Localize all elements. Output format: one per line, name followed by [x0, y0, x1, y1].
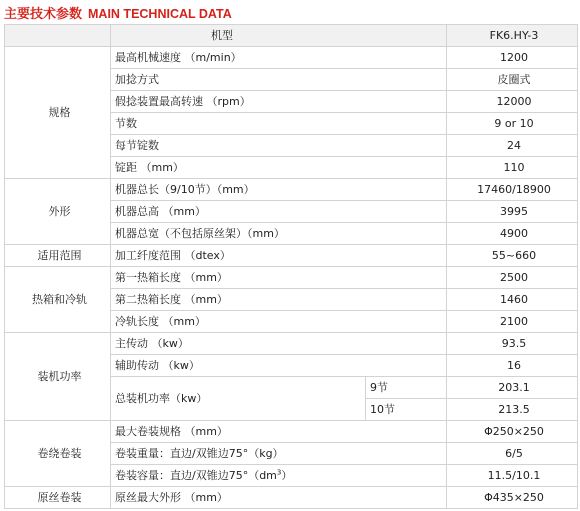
value-cell: 4900: [447, 223, 578, 245]
param-cell: [111, 465, 447, 487]
value-cell: 17460/18900: [447, 179, 578, 201]
header-model-label: 机型: [111, 25, 447, 47]
value-cell: 1460: [447, 289, 578, 311]
value-cell: 213.5: [447, 399, 578, 421]
param-cell: 第二热箱长度 （mm）: [111, 289, 447, 311]
param-cell: 机器总高 （mm）: [111, 201, 447, 223]
param-cell: 加工纤度范围 （dtex）: [111, 245, 447, 267]
value-cell: 55~660: [447, 245, 578, 267]
param-cell: 总装机功率（kw）: [111, 377, 366, 421]
param-cell: 机器总长（9/10节）（mm）: [111, 179, 447, 201]
table-row: [5, 245, 578, 267]
param-cell: 机器总宽（不包括原丝架）（mm）: [111, 223, 447, 245]
category-cell: 原丝卷装: [5, 487, 111, 509]
value-cell: 11.5/10.1: [447, 465, 578, 487]
param-tail: ）: [281, 469, 293, 482]
category-cell: 外形: [5, 179, 111, 245]
sub-label-cell: 10节: [366, 399, 447, 421]
table-row: [5, 179, 578, 201]
category-cell: 规格: [5, 47, 111, 179]
table-row: [5, 333, 578, 355]
category-cell: 适用范围: [5, 245, 111, 267]
table-row: [5, 487, 578, 509]
value-cell: 16: [447, 355, 578, 377]
param-cell: 主传动 （kw）: [111, 333, 447, 355]
category-cell: 装机功率: [5, 333, 111, 421]
category-cell: 卷绕卷装: [5, 421, 111, 487]
value-cell: Φ250×250: [447, 421, 578, 443]
heading-en: MAIN TECHNICAL DATA: [88, 7, 232, 21]
table-row: [5, 47, 578, 69]
param-cell: 每节锭数: [111, 135, 447, 157]
param-cell: 锭距 （mm）: [111, 157, 447, 179]
value-cell: 24: [447, 135, 578, 157]
param-cell: 最大卷装规格 （mm）: [111, 421, 447, 443]
value-cell: 9 or 10: [447, 113, 578, 135]
param-cell: 辅助传动 （kw）: [111, 355, 447, 377]
value-cell: 3995: [447, 201, 578, 223]
param-cell: 卷装重量：直边/双锥边75°（kg）: [111, 443, 447, 465]
value-cell: Φ435×250: [447, 487, 578, 509]
table-row: [5, 421, 578, 443]
table-header-row: [5, 25, 578, 47]
value-cell: 6/5: [447, 443, 578, 465]
param-cell: 假捻装置最高转速 （rpm）: [111, 91, 447, 113]
value-cell: 2100: [447, 311, 578, 333]
technical-data-table: [4, 24, 578, 509]
category-cell: 热箱和冷轨: [5, 267, 111, 333]
value-cell: 1200: [447, 47, 578, 69]
param-cell: 节数: [111, 113, 447, 135]
param-cell: 冷轨长度 （mm）: [111, 311, 447, 333]
superscript: 3: [276, 468, 282, 477]
sub-label-cell: 9节: [366, 377, 447, 399]
heading-zh: 主要技术参数: [4, 7, 83, 22]
header-model-value: FK6.HY-3: [447, 25, 578, 47]
value-cell: 12000: [447, 91, 578, 113]
param-cell: 加捻方式: [111, 69, 447, 91]
value-cell: 2500: [447, 267, 578, 289]
param-text: 卷装容量：直边/双锥边75°（dm: [115, 469, 277, 482]
section-heading: [4, 5, 232, 23]
param-cell: 第一热箱长度 （mm）: [111, 267, 447, 289]
value-cell: 110: [447, 157, 578, 179]
param-cell: 最高机械速度 （m/min）: [111, 47, 447, 69]
table-row: [5, 267, 578, 289]
param-cell: 原丝最大外形 （mm）: [111, 487, 447, 509]
value-cell: 皮圈式: [447, 69, 578, 91]
value-cell: 203.1: [447, 377, 578, 399]
value-cell: 93.5: [447, 333, 578, 355]
